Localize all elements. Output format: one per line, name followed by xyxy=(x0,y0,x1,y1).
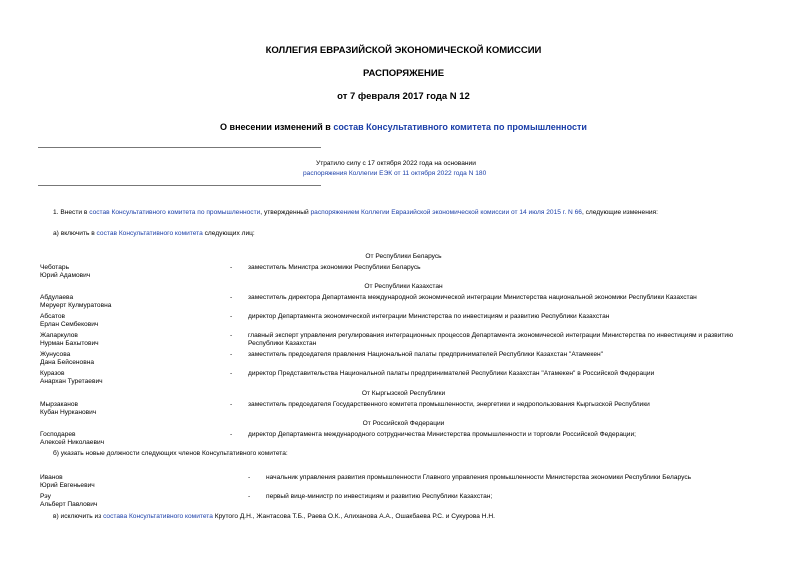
member-dash: - xyxy=(230,370,233,377)
p1-link-order[interactable]: распоряжением Коллегии Евразийской экономической комиссии от 14 июля 2015 г. N 66 xyxy=(310,209,582,216)
doc-title-prefix: О внесении изменений в xyxy=(220,122,334,132)
country-russia: От Российской Федерации xyxy=(362,420,445,427)
doc-title xyxy=(0,122,807,132)
paragraph-1 xyxy=(53,209,658,217)
pc-text-c: Крутого Д.Н., Жантасова Т.Б., Раева О.К., Алиханова А.А., Ошакбаева Р.С. и Сукурова Н.Н. xyxy=(212,513,495,520)
member-surname: Абдулаева xyxy=(40,294,74,301)
member-name: Дана Бейсеновна xyxy=(40,359,95,366)
member-surname: Абсатов xyxy=(40,313,66,320)
member-dash: - xyxy=(230,264,233,271)
member-position: заместитель Министра экономики Республики Беларусь xyxy=(248,264,421,271)
member-surname: Господарев xyxy=(40,431,76,438)
member-surname: Жунусова xyxy=(40,351,71,358)
member-name: Юрий Адамович xyxy=(40,272,91,279)
country-kazakhstan: От Республики Казахстан xyxy=(364,283,443,290)
member-dash: - xyxy=(230,351,233,358)
member-dash: - xyxy=(230,313,233,320)
p1-text-c: , утвержденный xyxy=(260,209,311,216)
country-belarus: От Республики Беларусь xyxy=(365,253,442,260)
member-position: директор Департамента международного сотрудничества Министерства промышленности и торговли Российской Федерации; xyxy=(248,431,636,438)
member-position: заместитель директора Департамента международной экономической интеграции Министерства национальной экономики Республики Казахстан xyxy=(248,294,697,301)
member-name: Нурман Бахытович xyxy=(40,340,99,347)
pa-text-a: а) включить в xyxy=(53,230,97,237)
member-dash: - xyxy=(230,431,233,438)
pc-link-committee[interactable]: состава Консультативного комитета xyxy=(103,513,213,520)
member-position: заместитель председателя Государственного комитета промышленности, энергетики и недропользования Кыргызской Республики xyxy=(248,401,650,408)
member-name: Ерлан Сембекович xyxy=(40,321,99,328)
member-surname: Рэу xyxy=(40,493,51,500)
member-surname: Куразов xyxy=(40,370,65,377)
paragraph-c xyxy=(53,513,495,521)
member-name: Алексей Николаевич xyxy=(40,439,105,446)
member-name: Кубан Нурканович xyxy=(40,409,97,416)
country-kyrgyz: От Кыргызской Республики xyxy=(361,390,446,397)
pa-link-committee[interactable]: состав Консультативного комитета xyxy=(96,230,203,237)
member-position: первый вице-министр по инвестициям и развитию Республики Казахстан; xyxy=(266,493,493,500)
p1-text-a: 1. Внести в xyxy=(53,209,90,216)
member-dash: - xyxy=(248,474,251,481)
member-name: Анархан Туретаевич xyxy=(40,378,103,385)
member-position: директор Представительства Национальной палаты предпринимателей Республики Казахстан "Атамекен" в Российской Федерации xyxy=(248,370,655,377)
doc-type: РАСПОРЯЖЕНИЕ xyxy=(362,68,445,79)
pa-text-c: следующих лиц: xyxy=(202,230,255,237)
member-name: Меруерт Кулмуратовна xyxy=(40,302,112,309)
p1-link-committee[interactable]: состав Консультативного комитета по промышленности xyxy=(89,209,261,216)
member-surname: Жапаркулов xyxy=(40,332,78,339)
member-name: Альберт Павлович xyxy=(40,501,98,508)
pc-text-a: в) исключить из xyxy=(53,513,104,520)
member-surname: Чеботарь xyxy=(40,264,70,271)
p1-text-e: , следующие изменения: xyxy=(581,209,658,216)
status-link[interactable]: распоряжения Коллегии ЕЭК от 11 октября 2022 года N 180 xyxy=(303,170,487,177)
member-position: заместитель председателя правления Национальной палаты предпринимателей Республики Казахстан "Атамекен" xyxy=(248,351,604,358)
divider-bottom xyxy=(38,185,321,186)
member-dash: - xyxy=(230,401,233,408)
member-position: директор Департамента экономической интеграции Министерства по инвестициям и развитию Республики Казахстан xyxy=(248,313,610,320)
member-position-cont: Республики Казахстан xyxy=(248,340,317,347)
member-dash: - xyxy=(230,294,233,301)
doc-title-link[interactable]: состав Консультативного комитета по промышленности xyxy=(333,122,587,132)
member-position: главный эксперт управления регулирования интеграционных процессов Департамента экономической интеграции Министерства по инвестициям и развитию xyxy=(248,332,734,339)
doc-date: от 7 февраля 2017 года N 12 xyxy=(337,91,470,102)
paragraph-a xyxy=(53,230,255,238)
org-title: КОЛЛЕГИЯ ЕВРАЗИЙСКОЙ ЭКОНОМИЧЕСКОЙ КОМИССИИ xyxy=(265,45,542,56)
member-dash: - xyxy=(248,493,251,500)
paragraph-b: б) указать новые должности следующих членов Консультативного комитета: xyxy=(53,450,288,457)
member-surname: Иванов xyxy=(40,474,63,481)
status-line-1: Утратило силу с 17 октября 2022 года на основании xyxy=(316,160,476,167)
member-dash: - xyxy=(230,332,233,339)
divider-top xyxy=(38,147,321,148)
member-position: начальник управления развития промышленности Главного управления промышленности Министерства экономики Республики Беларусь xyxy=(266,474,692,481)
member-name: Юрий Евгеньевич xyxy=(40,482,95,489)
member-surname: Мырзаканов xyxy=(40,401,79,408)
